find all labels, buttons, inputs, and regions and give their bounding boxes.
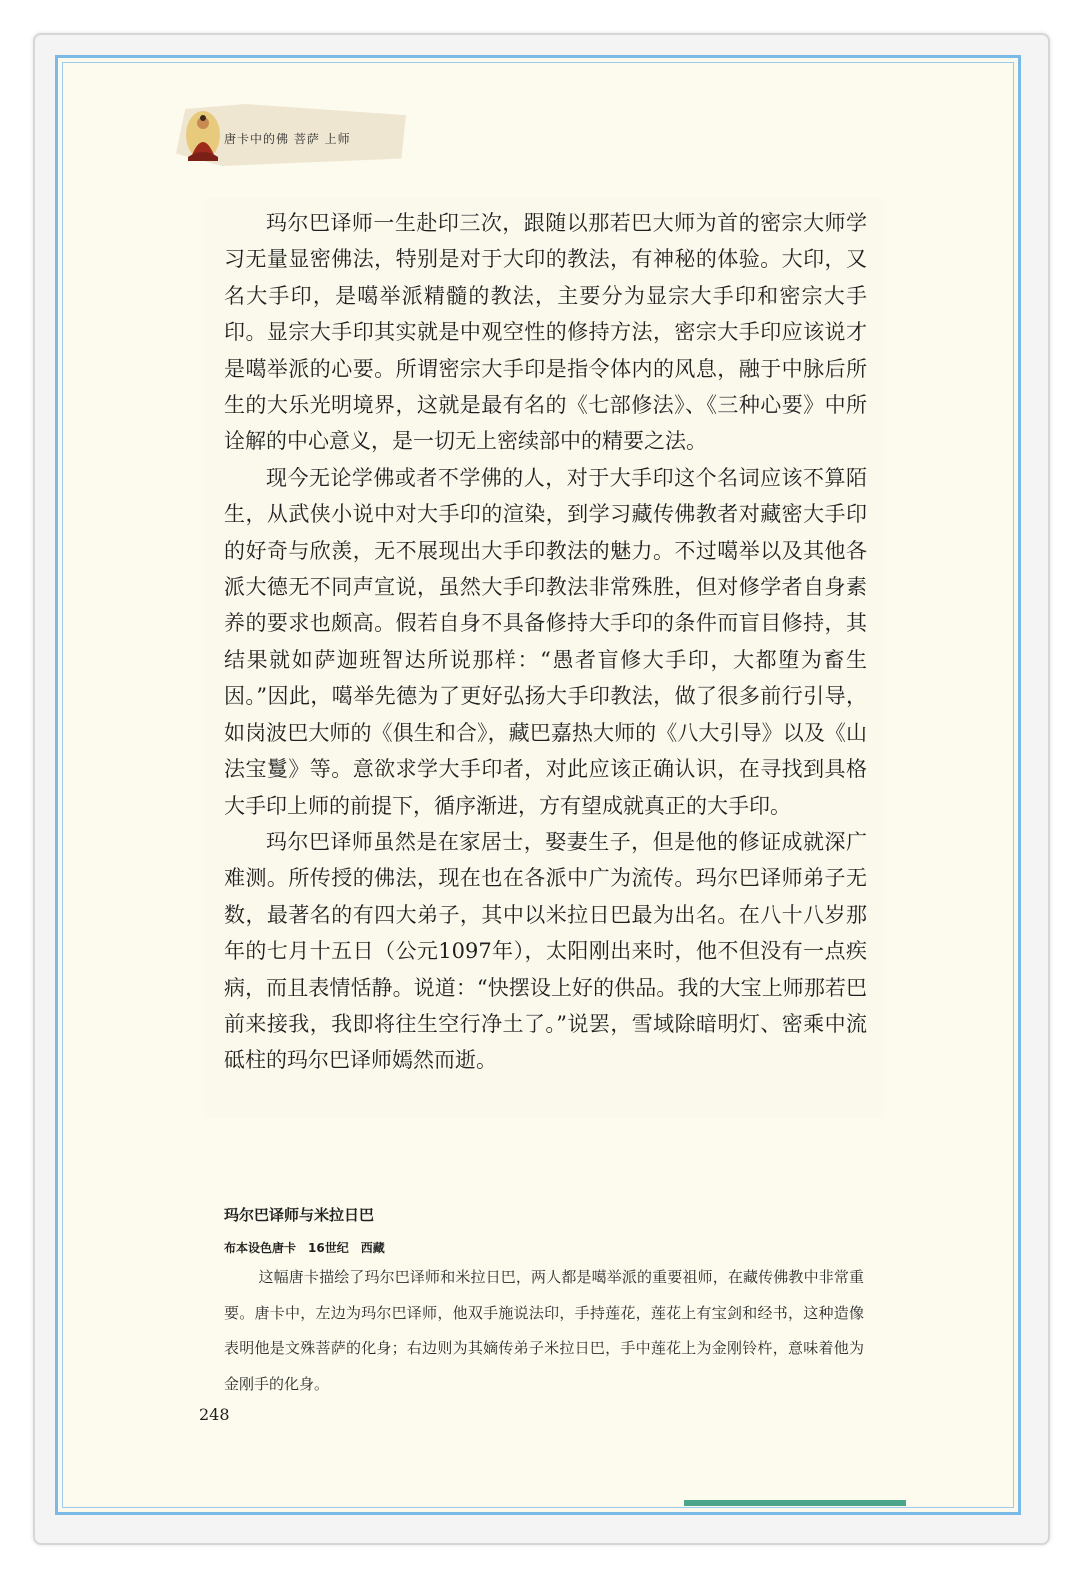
page-number: 248 bbox=[199, 1405, 230, 1424]
caption-meta: 布本设色唐卡 16世纪 西藏 bbox=[224, 1241, 385, 1255]
accent-bar bbox=[684, 1500, 906, 1506]
paragraph: 现今无论学佛或者不学佛的人，对于大手印这个名词应该不算陌生，从武侠小说中对大手印的渲染，到学习藏传佛教者对藏密大手印的好奇与欣羡，无不展现出大手印教法的魅力。不过噶举以及其他各派大德无不同声宣说，虽然大手印教法非常殊胜，但对修学者自身素养的要求也颇高。假若自身不具备修持大手印的条件而盲目修持，其结果就如萨迦班智达所说那样：“愚者盲修大手印，大都堕为畜生因。”因此，噶举先德为了更好弘扬大手印教法，做了很多前行引导，如岗波巴大师的《俱生和合》，藏巴嘉热大师的《八大引导》以及《山法宝鬘》等。意欲求学大手印者，对此应该正确认识，在寻找到具格大手印上师的前提下，循序渐进，方有望成就真正的大手印。 bbox=[224, 465, 867, 818]
buddha-thangka-icon bbox=[184, 109, 222, 161]
article-body bbox=[224, 205, 867, 1079]
paragraph: 玛尔巴译师虽然是在家居士，娶妻生子，但是他的修证成就深广难测。所传授的佛法，现在也在各派中广为流传。玛尔巴译师弟子无数，最著名的有四大弟子，其中以米拉日巴最为出名。在八十八岁那年的七月十五日（公元1097年），太阳刚出来时，他不但没有一点疾病，而且表情恬静。说道：“快摆设上好的供品。我的大宝上师那若巴前来接我，我即将往生空行净土了。”说罢，雪域除暗明灯、密乘中流砥柱的玛尔巴译师嫣然而逝。 bbox=[224, 829, 867, 1073]
running-header: 唐卡中的佛 菩萨 上师 bbox=[224, 132, 351, 146]
paragraph: 玛尔巴译师一生赴印三次，跟随以那若巴大师为首的密宗大师学习无量显密佛法，特别是对于大印的教法，有神秘的体验。大印，又名大手印，是噶举派精髓的教法，主要分为显宗大手印和密宗大手印。显宗大手印其实就是中观空性的修持方法，密宗大手印应该说才是噶举派的心要。所谓密宗大手印是指令体内的风息，融于中脉后所生的大乐光明境界，这就是最有名的《七部修法》、《三种心要》中所诠解的中心意义，是一切无上密续部中的精要之法。 bbox=[224, 211, 867, 454]
caption-paragraph: 这幅唐卡描绘了玛尔巴译师和米拉日巴，两人都是噶举派的重要祖师，在藏传佛教中非常重要。唐卡中，左边为玛尔巴译师，他双手施说法印，手持莲花，莲花上有宝剑和经书，这种造像表明他是文殊菩萨的化身；右边则为其嫡传弟子米拉日巴，手中莲花上为金刚铃杵，意味着他为金刚手的化身。 bbox=[224, 1268, 864, 1393]
caption-text bbox=[224, 1260, 864, 1402]
book-page bbox=[64, 64, 1012, 1506]
caption-title: 玛尔巴译师与米拉日巴 bbox=[224, 1206, 375, 1224]
